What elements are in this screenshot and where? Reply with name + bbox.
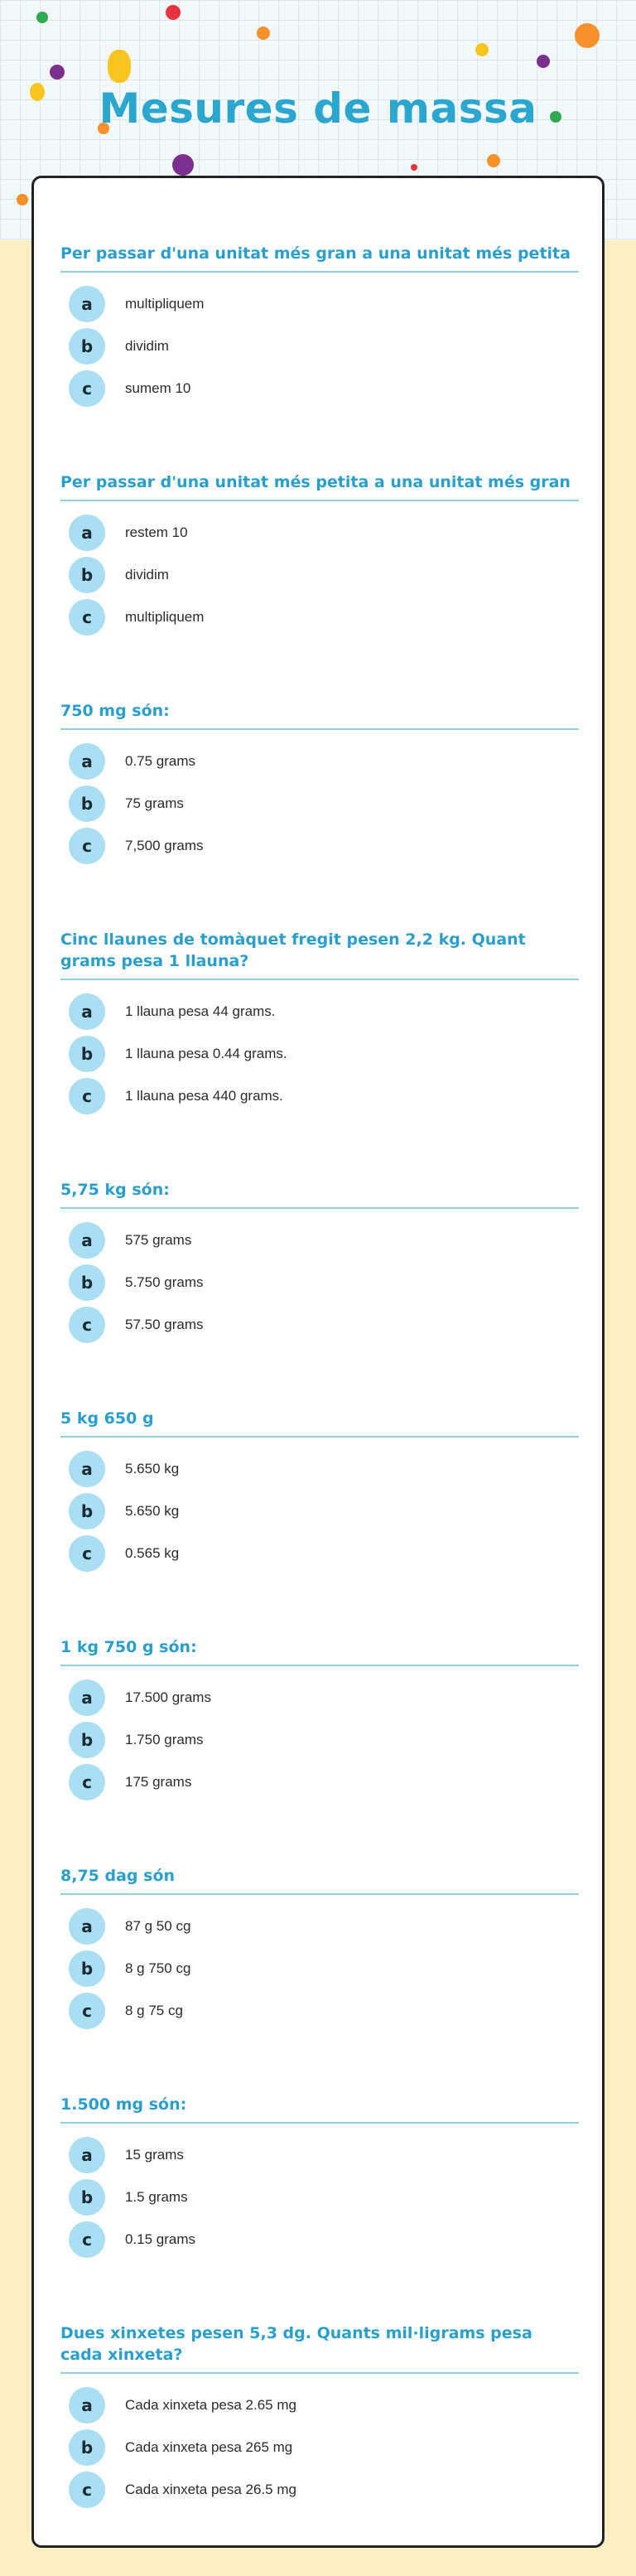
question-block [60,1179,579,1346]
option-letter-badge: b [69,2429,105,2466]
answer-options [60,1219,579,1346]
option-text: 15 grams [125,2146,184,2163]
option-letter-badge: a [69,1451,105,1487]
question-block [60,2094,579,2260]
paint-splash-decoration [17,194,28,205]
answer-option-b[interactable] [60,2176,579,2218]
answer-option-a[interactable] [60,990,579,1032]
option-letter-badge: c [69,599,105,636]
option-text: Cada xinxeta pesa 2.65 mg [125,2396,296,2413]
option-text: 5.750 grams [125,1274,204,1290]
question-block [60,1408,579,1574]
paint-splash-decoration [50,65,65,80]
option-letter-badge: c [69,1307,105,1343]
answer-option-b[interactable] [60,782,579,824]
answer-options [60,740,579,867]
option-text: multipliquem [125,295,205,312]
answer-option-a[interactable] [60,1219,579,1261]
option-text: 1.5 grams [125,2188,188,2205]
answer-option-a[interactable] [60,740,579,782]
answer-option-a[interactable] [60,2384,579,2426]
option-letter-badge: b [69,2179,105,2216]
answer-option-a[interactable] [60,1447,579,1490]
option-letter-badge: c [69,1078,105,1114]
option-letter-badge: b [69,1493,105,1530]
answer-option-b[interactable] [60,1261,579,1303]
option-text: restem 10 [125,524,188,540]
answer-option-b[interactable] [60,325,579,367]
option-text: 5.650 kg [125,1460,180,1476]
answer-option-c[interactable] [60,596,579,638]
question-text: Dues xinxetes pesen 5,3 dg. Quants mil·ligrams pesa cada xinxeta? [60,2322,579,2374]
option-text: Cada xinxeta pesa 265 mg [125,2438,293,2455]
question-block [60,929,579,1117]
question-block [60,1636,579,1803]
answer-option-b[interactable] [60,1490,579,1532]
option-text: 75 grams [125,795,184,811]
option-letter-badge: a [69,1908,105,1945]
answer-option-a[interactable] [60,511,579,553]
paint-splash-decoration [537,55,550,68]
option-letter-badge: a [69,743,105,780]
option-letter-badge: a [69,2387,105,2424]
option-text: 575 grams [125,1231,192,1248]
option-text: 8 g 75 cg [125,2002,183,2018]
answer-option-a[interactable] [60,2134,579,2176]
paint-splash-decoration [475,43,489,56]
paint-splash-decoration [172,154,194,176]
paint-splash-decoration [257,27,270,40]
option-text: 87 g 50 cg [125,1917,191,1934]
answer-option-a[interactable] [60,1905,579,1947]
option-letter-badge: a [69,1222,105,1259]
paint-splash-decoration [36,12,48,23]
option-letter-badge: a [69,1679,105,1716]
option-letter-badge: a [69,515,105,551]
answer-option-c[interactable] [60,1532,579,1574]
option-text: sumem 10 [125,379,191,396]
option-letter-badge: b [69,328,105,365]
option-text: 17.500 grams [125,1689,211,1705]
answer-option-c[interactable] [60,2218,579,2260]
option-letter-badge: b [69,1264,105,1301]
question-block [60,700,579,867]
question-block [60,243,579,409]
question-block [60,2322,579,2511]
question-block [60,471,579,638]
option-text: 1 llauna pesa 440 grams. [125,1087,283,1104]
answer-option-c[interactable] [60,1761,579,1803]
option-letter-badge: c [69,1993,105,2029]
answer-option-b[interactable] [60,1718,579,1761]
option-letter-badge: c [69,1764,105,1800]
answer-options [60,990,579,1117]
answer-option-b[interactable] [60,2426,579,2468]
option-text: 0.75 grams [125,752,196,769]
question-text: Cinc llaunes de tomàquet fregit pesen 2,2 kg. Quant grams pesa 1 llauna? [60,929,579,980]
paint-splash-decoration [575,23,600,48]
answer-option-c[interactable] [60,367,579,409]
question-block [60,1865,579,2032]
page-title: Mesures de massa [99,85,537,133]
answer-option-b[interactable] [60,553,579,596]
option-text: 1.750 grams [125,1731,204,1747]
answer-option-c[interactable] [60,824,579,867]
question-text: 1 kg 750 g són: [60,1636,579,1666]
answer-option-c[interactable] [60,1303,579,1346]
option-letter-badge: b [69,1950,105,1987]
answer-option-c[interactable] [60,1989,579,2032]
answer-option-c[interactable] [60,2468,579,2511]
option-letter-badge: c [69,2221,105,2258]
option-text: 1 llauna pesa 44 grams. [125,1003,276,1019]
option-letter-badge: b [69,1722,105,1758]
answer-options [60,1905,579,2032]
answer-options [60,1676,579,1803]
question-text: Per passar d'una unitat més gran a una unitat més petita [60,243,579,273]
option-text: dividim [125,566,169,582]
question-text: 8,75 dag són [60,1865,579,1895]
question-text: 5,75 kg són: [60,1179,579,1209]
answer-options [60,2134,579,2260]
option-letter-badge: c [69,1535,105,1572]
option-text: 8 g 750 cg [125,1960,191,1976]
answer-option-b[interactable] [60,1947,579,1989]
option-text: 0.565 kg [125,1544,180,1561]
paint-splash-decoration [487,154,500,167]
answer-options [60,511,579,638]
option-text: 7,500 grams [125,837,204,853]
answer-option-b[interactable] [60,1032,579,1075]
answer-options [60,1447,579,1574]
option-text: 0.15 grams [125,2230,196,2247]
option-letter-badge: b [69,785,105,822]
answer-option-a[interactable] [60,283,579,325]
paint-splash-decoration [108,50,131,83]
paint-splash-decoration [411,164,417,171]
option-text: 5.650 kg [125,1502,180,1519]
option-text: 57.50 grams [125,1316,204,1332]
option-letter-badge: a [69,993,105,1030]
paint-splash-decoration [166,5,181,20]
option-letter-badge: c [69,828,105,864]
option-letter-badge: c [69,370,105,407]
option-text: Cada xinxeta pesa 26.5 mg [125,2481,296,2497]
answer-option-a[interactable] [60,1676,579,1718]
option-letter-badge: a [69,2137,105,2173]
answer-options [60,283,579,409]
question-text: Per passar d'una unitat més petita a una unitat més gran [60,471,579,501]
option-letter-badge: b [69,557,105,593]
option-text: 1 llauna pesa 0.44 grams. [125,1045,287,1061]
option-text: multipliquem [125,608,205,625]
question-text: 750 mg són: [60,700,579,730]
option-text: dividim [125,337,169,354]
answer-option-c[interactable] [60,1075,579,1117]
quiz-card [31,176,605,2548]
answer-options [60,2384,579,2511]
question-text: 5 kg 650 g [60,1408,579,1438]
option-letter-badge: b [69,1036,105,1072]
option-letter-badge: a [69,286,105,322]
question-text: 1.500 mg són: [60,2094,579,2124]
option-text: 175 grams [125,1773,192,1790]
option-letter-badge: c [69,2472,105,2508]
